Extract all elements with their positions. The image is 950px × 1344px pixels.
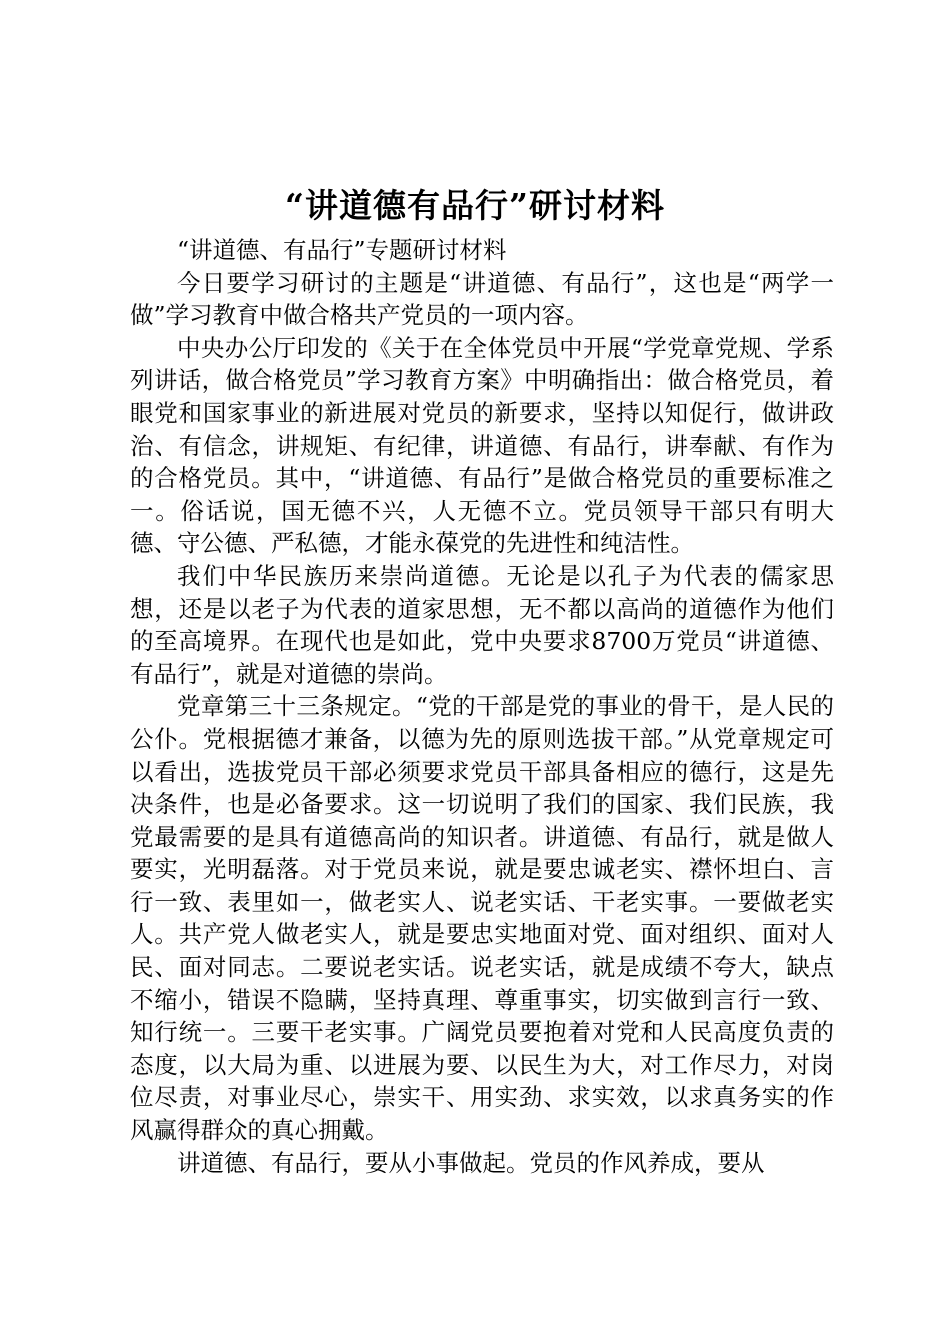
paragraph: 中央办公厅印发的《关于在全体党员中开展“学党章党规、学系列讲话，做合格党员”学习教育方案》中明确指出：做合格党员，着眼党和国家事业的新进展对党员的新要求，坚持以知促行，做讲政治、有信念，讲规矩、有纪律，讲道德、有品行，讲奉献、有作为的合格党员。其中，“讲道德、有品行”是做合格党员的重要标准之一。俗话说，国无德不兴，人无德不立。党员领导干部只有明大德、守公德、严私德，才能永葆党的先进性和纯洁性。 bbox=[130, 333, 834, 558]
paragraph: 今日要学习研讨的主题是“讲道德、有品行”，这也是“两学一做”学习教育中做合格共产党员的一项内容。 bbox=[130, 268, 834, 330]
paragraph-subtitle: “讲道德、有品行”专题研讨材料 bbox=[177, 236, 507, 264]
document-body bbox=[130, 234, 834, 1179]
paragraph: 党章第三十三条规定。“党的干部是党的事业的骨干，是人民的公仆。党根据德才兼备，以德为先的原则选拔干部。”从党章规定可以看出，选拔党员干部必须要求党员干部具备相应的德行，这是先决条件，也是必备要求。这一切说明了我们的国家、我们民族，我党最需要的是具有道德高尚的知识者。讲道德、有品行，就是做人要实，光明磊落。对于党员来说，就是要忠诚老实、襟怀坦白、言行一致、表里如一，做老实人、说老实话、干老实事。一要做老实人。共产党人做老实人，就是要忠实地面对党、面对组织、面对人民、面对同志。二要说老实话。说老实话，就是成绩不夸大，缺点不缩小，错误不隐瞒，坚持真理、尊重事实，切实做到言行一致、知行统一。三要干老实事。广阔党员要抱着对党和人民高度负责的态度，以大局为重、以进展为要、以民生为大，对工作尽力，对岗位尽责，对事业尽心，崇实干、用实劲、求实效，以求真务实的作风赢得群众的真心拥戴。 bbox=[130, 692, 834, 1145]
paragraph: 我们中华民族历来崇尚道德。无论是以孔子为代表的儒家思想，还是以老子为代表的道家思想，无不都以高尚的道德作为他们的至高境界。在现代也是如此，党中央要求8700万党员“讲道德、有品行”，就是对道德的崇尚。 bbox=[130, 561, 834, 688]
paragraph: 讲道德、有品行，要从小事做起。党员的作风养成，要从 bbox=[177, 1148, 765, 1177]
document-title: “讲道德有品行”研讨材料 bbox=[285, 186, 665, 225]
